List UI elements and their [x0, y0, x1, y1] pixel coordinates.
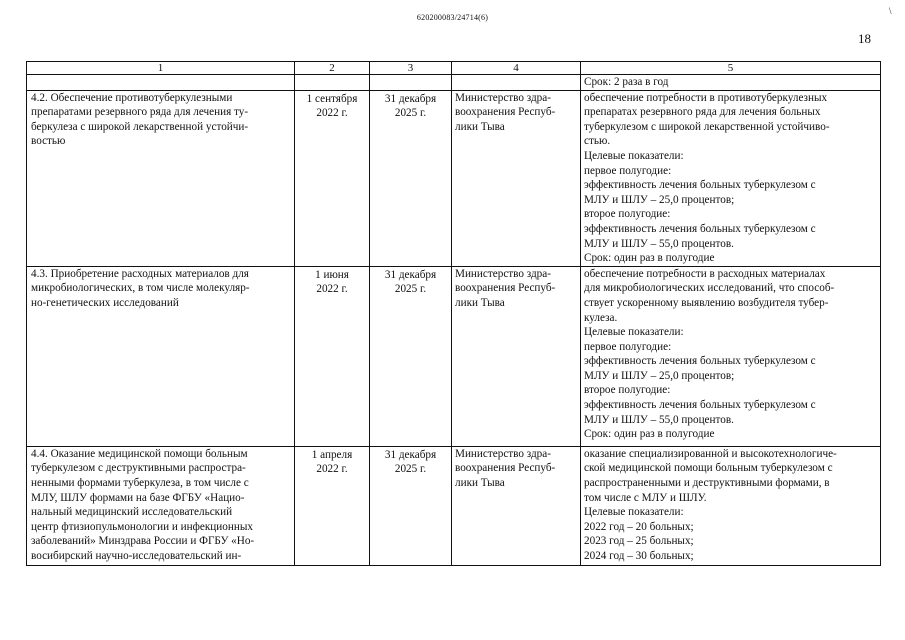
expected-result-line: ствует ускоренному выявлению возбудителя тубер-: [584, 296, 829, 309]
cell-empty: [295, 75, 370, 91]
expected-result-line: МЛУ и ШЛУ – 25,0 процентов;: [584, 369, 735, 382]
expected-result-cell: [581, 90, 881, 266]
expected-result-line: туберкулезом с широкой лекарственной устойчиво-: [584, 120, 830, 133]
start-date-line: 1 апреля: [311, 448, 353, 461]
executor-line: Министерство здра-: [455, 267, 551, 280]
page-number: 18: [858, 31, 871, 46]
start-date-line: 2022 г.: [316, 463, 348, 476]
continuation-text: Срок: 2 раза в год: [581, 75, 881, 91]
measure-name-line: заболеваний» Минздрава России и ФГБУ «Но-: [31, 535, 255, 548]
expected-result-line: препаратах резервного ряда для лечения больных: [584, 106, 821, 119]
measure-name-line: 4.3. Приобретение расходных материалов для: [31, 267, 249, 280]
column-number: 4: [452, 62, 581, 75]
executor-cell: [452, 90, 581, 266]
expected-result-line: первое полугодие:: [584, 340, 672, 353]
expected-result-line: оказание специализированной и высокотехнологиче-: [584, 447, 837, 460]
measure-name-line: ненными формами туберкулеза, в том числе с: [31, 476, 249, 489]
executor-line: Министерство здра-: [455, 447, 551, 460]
expected-result-line: первое полугодие:: [584, 164, 672, 177]
measure-name-line: востью: [31, 135, 66, 148]
end-date-line: 2025 г.: [394, 107, 427, 120]
end-date-line: 31 декабря: [384, 448, 437, 461]
expected-result-line: эффективность лечения больных туберкулезом с: [584, 179, 816, 192]
column-number: 5: [581, 62, 881, 75]
expected-result-cell: [581, 446, 881, 565]
start-date-line: 2022 г.: [316, 107, 348, 120]
cell-empty: [452, 75, 581, 91]
expected-result-line: Целевые показатели:: [584, 326, 684, 339]
table-row: [27, 446, 881, 565]
measure-name-cell: [27, 266, 295, 446]
measure-name-line: 4.4. Оказание медицинской помощи больным: [31, 447, 248, 460]
expected-result-line: эффективность лечения больных туберкулезом с: [584, 399, 816, 412]
measure-name-line: микробиологических, в том числе молекуляр-: [31, 282, 250, 295]
expected-result-line: Срок: один раз в полугодие: [584, 428, 715, 441]
start-date-cell: [295, 446, 370, 565]
measure-name-line: восибирский научно-исследовательский ин-: [31, 549, 242, 562]
measure-name-line: центр фтизиопульмонологии и инфекционных: [31, 520, 253, 533]
start-date-line: 2022 г.: [316, 283, 348, 296]
executor-line: воохранения Респуб-: [455, 462, 556, 475]
executor-line: воохранения Респуб-: [455, 282, 556, 295]
cell-empty: [370, 75, 452, 91]
executor-cell: [452, 266, 581, 446]
column-number: 2: [295, 62, 370, 75]
end-date-line: 31 декабря: [384, 92, 437, 105]
end-date-cell: [370, 90, 452, 266]
measure-name-line: 4.2. Обеспечение противотуберкулезными: [31, 91, 233, 104]
end-date-line: 31 декабря: [384, 268, 437, 281]
expected-result-line: МЛУ и ШЛУ – 25,0 процентов;: [584, 193, 735, 206]
expected-result-line: 2022 год – 20 больных;: [584, 520, 694, 533]
corner-mark: \: [889, 6, 892, 16]
start-date-cell: [295, 90, 370, 266]
expected-result-line: МЛУ и ШЛУ – 55,0 процентов.: [584, 237, 734, 250]
expected-result-line: 2023 год – 25 больных;: [584, 535, 694, 548]
expected-result-line: для микробиологических исследований, что способ-: [584, 282, 835, 295]
expected-result-line: том числе с МЛУ и ШЛУ.: [584, 491, 707, 504]
column-number: 3: [370, 62, 452, 75]
expected-result-line: распространенными и деструктивными формами, в: [584, 476, 830, 489]
continuation-row: [27, 75, 881, 91]
executor-line: лики Тыва: [455, 476, 505, 489]
end-date-cell: [370, 266, 452, 446]
expected-result-line: кулеза.: [584, 311, 618, 324]
table-row: [27, 90, 881, 266]
measure-name-cell: [27, 90, 295, 266]
cell-empty: [27, 75, 295, 91]
expected-result-line: 2024 год – 30 больных;: [584, 549, 694, 562]
start-date-line: 1 сентября: [306, 92, 358, 105]
expected-result-line: Целевые показатели:: [584, 149, 684, 162]
measure-name-line: нальный медицинский исследовательский: [31, 506, 233, 519]
executor-line: лики Тыва: [455, 296, 505, 309]
executor-cell: [452, 446, 581, 565]
measure-name-line: препаратами резервного ряда для лечения ту-: [31, 106, 249, 119]
start-date-line: 1 июня: [315, 268, 349, 281]
expected-result-line: обеспечение потребности в расходных материалах: [584, 267, 826, 280]
expected-result-line: стью.: [584, 135, 611, 148]
expected-result-line: МЛУ и ШЛУ – 55,0 процентов.: [584, 413, 734, 426]
start-date-cell: [295, 266, 370, 446]
measure-name-line: туберкулезом с деструктивными распростра-: [31, 462, 246, 475]
column-numbers-row: [27, 62, 881, 75]
expected-result-line: эффективность лечения больных туберкулезом с: [584, 355, 816, 368]
measure-name-line: но-генетических исследований: [31, 296, 179, 309]
measures-table: [26, 61, 881, 566]
expected-result-line: Срок: один раз в полугодие: [584, 252, 715, 265]
expected-result-line: эффективность лечения больных туберкулезом с: [584, 222, 816, 235]
end-date-line: 2025 г.: [394, 463, 427, 476]
measure-name-line: беркулеза с широкой лекарственной устойчи-: [31, 120, 249, 133]
end-date-line: 2025 г.: [394, 283, 427, 296]
expected-result-line: ской медицинской помощи больным туберкулезом с: [584, 462, 833, 475]
expected-result-cell: [581, 266, 881, 446]
expected-result-line: Целевые показатели:: [584, 506, 684, 519]
expected-result-line: второе полугодие:: [584, 208, 671, 221]
executor-line: лики Тыва: [455, 120, 505, 133]
executor-line: воохранения Респуб-: [455, 106, 556, 119]
document-code: 620200083/24714(6): [416, 13, 489, 22]
table-row: [27, 266, 881, 446]
column-number: 1: [27, 62, 295, 75]
end-date-cell: [370, 446, 452, 565]
measure-name-line: МЛУ, ШЛУ формами на базе ФГБУ «Нацио-: [31, 491, 245, 504]
executor-line: Министерство здра-: [455, 91, 551, 104]
expected-result-line: второе полугодие:: [584, 384, 671, 397]
measure-name-cell: [27, 446, 295, 565]
expected-result-line: обеспечение потребности в противотуберкулезных: [584, 91, 828, 104]
